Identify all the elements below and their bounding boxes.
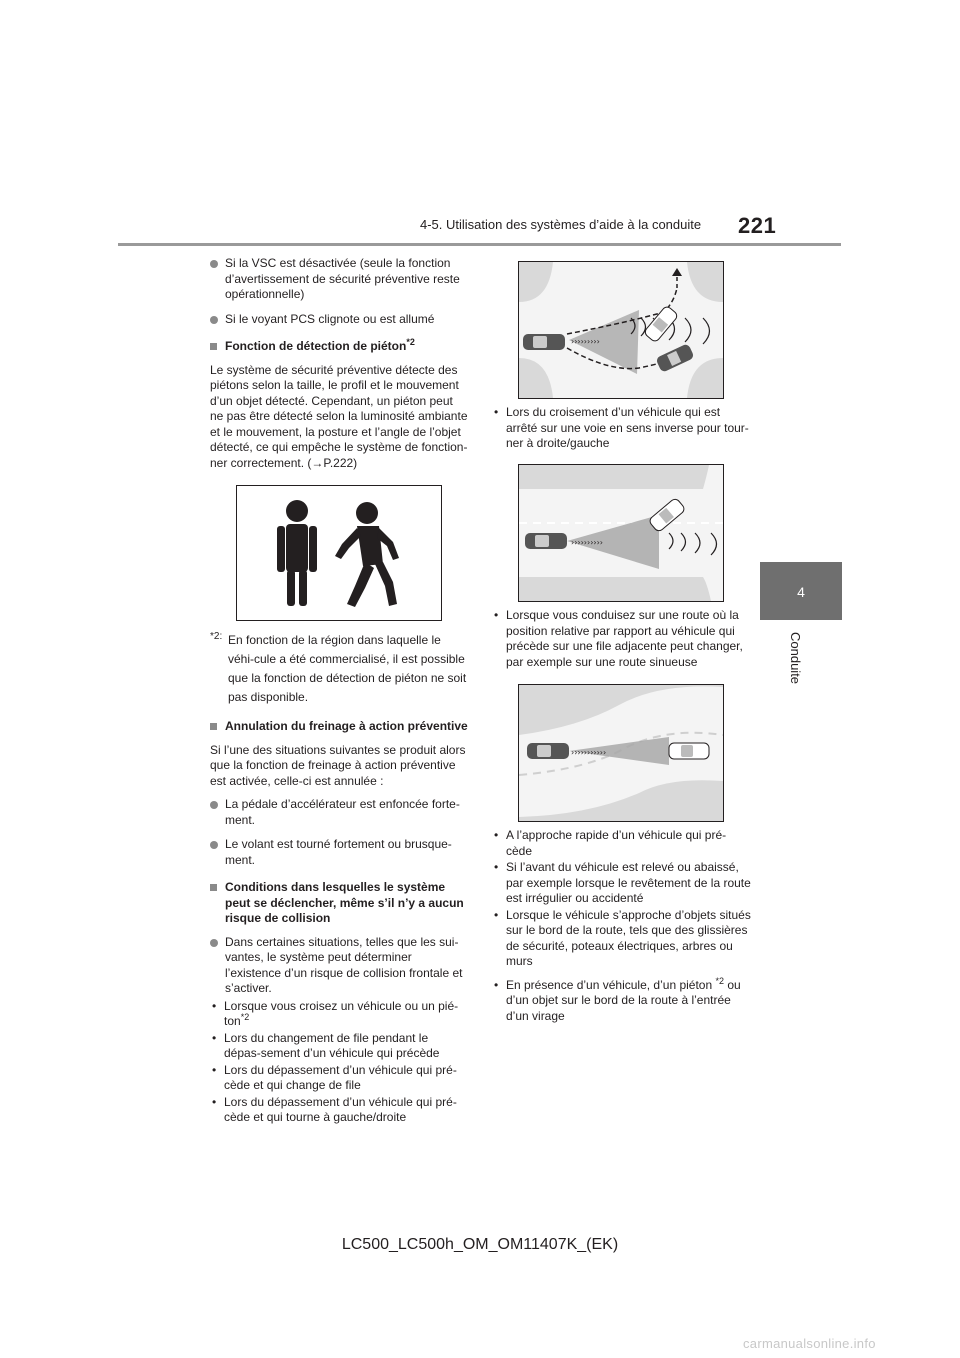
list-item-text: En présence d’un véhicule, d’un piéton — [506, 977, 716, 992]
footnote — [210, 631, 468, 707]
figure-winding-road — [518, 684, 724, 822]
bullet-steering: Le volant est tourné fortement ou brusque-ment. — [210, 837, 468, 868]
chapter-number: 4 — [797, 584, 805, 600]
chapter-tab[interactable] — [760, 562, 842, 620]
conditions-bullet: Dans certaines situations, telles que les sui-vantes, le système peut déterminer l’existence d’un risque de collision frontale et s’activer. — [210, 935, 468, 997]
cancel-body: Si l’une des situations suivantes se produit alors que la fonction de freinage à action préventive est activée, celle-ci est annulée : — [210, 742, 466, 788]
winding-road-illustration — [519, 685, 723, 821]
list-item — [210, 999, 468, 1030]
svg-text:›››››››››››: ››››››››››› — [571, 748, 607, 757]
caption-2-item: • Lorsque vous conduisez sur une route où la position relative par rapport au véhicule qui précède sur une file adjacente peut changer, par exemple sur une route sinueuse — [492, 608, 752, 670]
list-item — [210, 1095, 468, 1126]
list-item-sup: *2 — [715, 975, 724, 986]
oncoming-turn-illustration — [519, 465, 723, 601]
list-item: • A l’approche rapide d’un véhicule qui pré-cède — [492, 828, 752, 859]
pedestrian-body: Le système de sécurité préventive détecte des piétons selon la taille, le profil et le mouvement d’un objet détecté. Cependant, un piéton peut ne pas être détecté selon la luminosité ambiante et le mouvement, la posture et l’angle de l’objet détecté, ce qui empêche le système de fonction-ner correctement. (→P.222) — [210, 362, 468, 470]
list-item — [492, 975, 752, 1025]
left-column — [210, 256, 468, 1127]
list-item: • Si l’avant du véhicule est relevé ou abaissé, par exemple lorsque le revêtement de la route est irrégulier ou accidenté — [492, 860, 752, 907]
pedestrian-heading-sup: *2 — [406, 337, 415, 347]
list-item-text: Lors du changement de file pendant le dépas-sement d’un véhicule qui précède — [224, 1030, 440, 1060]
intersection-turn-illustration — [519, 262, 723, 398]
pedestrian-figures-icon — [237, 486, 441, 620]
header-rule — [118, 243, 841, 246]
bullet-accelerator: La pédale d’accélérateur est enfoncée forte-ment. — [210, 797, 468, 828]
page-number: 221 — [738, 213, 777, 238]
bullet-pcs-light: Si le voyant PCS clignote ou est allumé — [210, 312, 468, 328]
watermark[interactable]: carmanualsonline.info — [743, 1336, 876, 1351]
caption-1 — [492, 405, 752, 453]
footnote-mark: *2: — [210, 631, 223, 642]
list-item-text: Lorsque vous croisez un véhicule ou un pié-ton — [224, 998, 459, 1028]
figure-intersection-turn — [518, 261, 724, 399]
list-item-text: Lors du dépassement d’un véhicule qui pré-cède et qui tourne à gauche/droite — [224, 1094, 457, 1124]
caption-2 — [492, 608, 752, 671]
caption-1-item: • Lors du croisement d’un véhicule qui est arrêté sur une voie en sens inverse pour tour-ner à droite/gauche — [492, 405, 752, 452]
right-list — [492, 828, 752, 1025]
figure-oncoming-turn — [518, 464, 724, 602]
cancel-heading: Annulation du freinage à action préventive — [210, 719, 468, 735]
bullet-vsc-off: Si la VSC est désactivée (seule la fonction d’avertissement de sécurité préventive reste opérationnelle) — [210, 256, 468, 303]
chapter-label: Conduite — [788, 632, 803, 685]
pedestrian-heading — [210, 339, 468, 355]
list-item-text: Lors du dépassement d’un véhicule qui pré-cède et qui change de file — [224, 1062, 457, 1092]
list-item — [210, 1063, 468, 1094]
header-title: 4-5. Utilisation des systèmes d’aide à la conduite — [420, 217, 702, 232]
conditions-heading: Conditions dans lesquelles le système peut se déclencher, même s’il n’y a aucun risque de collision — [210, 880, 468, 927]
list-item — [210, 1031, 468, 1062]
list-item: • Lorsque le véhicule s’approche d’objets situés sur le bord de la route, tels que des glissières de sécurité, poteaux électriques, arbres ou murs — [492, 908, 752, 970]
svg-text:›››››››››: ››››››››› — [571, 337, 600, 346]
footer-model-code: LC500_LC500h_OM_OM11407K_(EK) — [341, 1236, 619, 1253]
pedestrian-heading-text: Fonction de détection de piéton — [225, 339, 407, 353]
list-item-sup: *2 — [240, 1012, 250, 1022]
footnote-text: En fonction de la région dans laquelle le véhi-cule a été commercialisé, il est possible que la fonction de détection de piéton ne soit pas disponible. — [228, 633, 467, 704]
figure-pedestrians — [236, 485, 442, 621]
list-item-text-after: ou d’un objet sur le bord de la route à l’entrée d’un virage — [506, 977, 741, 1023]
svg-text:››››››››››: ›››››››››› — [571, 538, 603, 547]
